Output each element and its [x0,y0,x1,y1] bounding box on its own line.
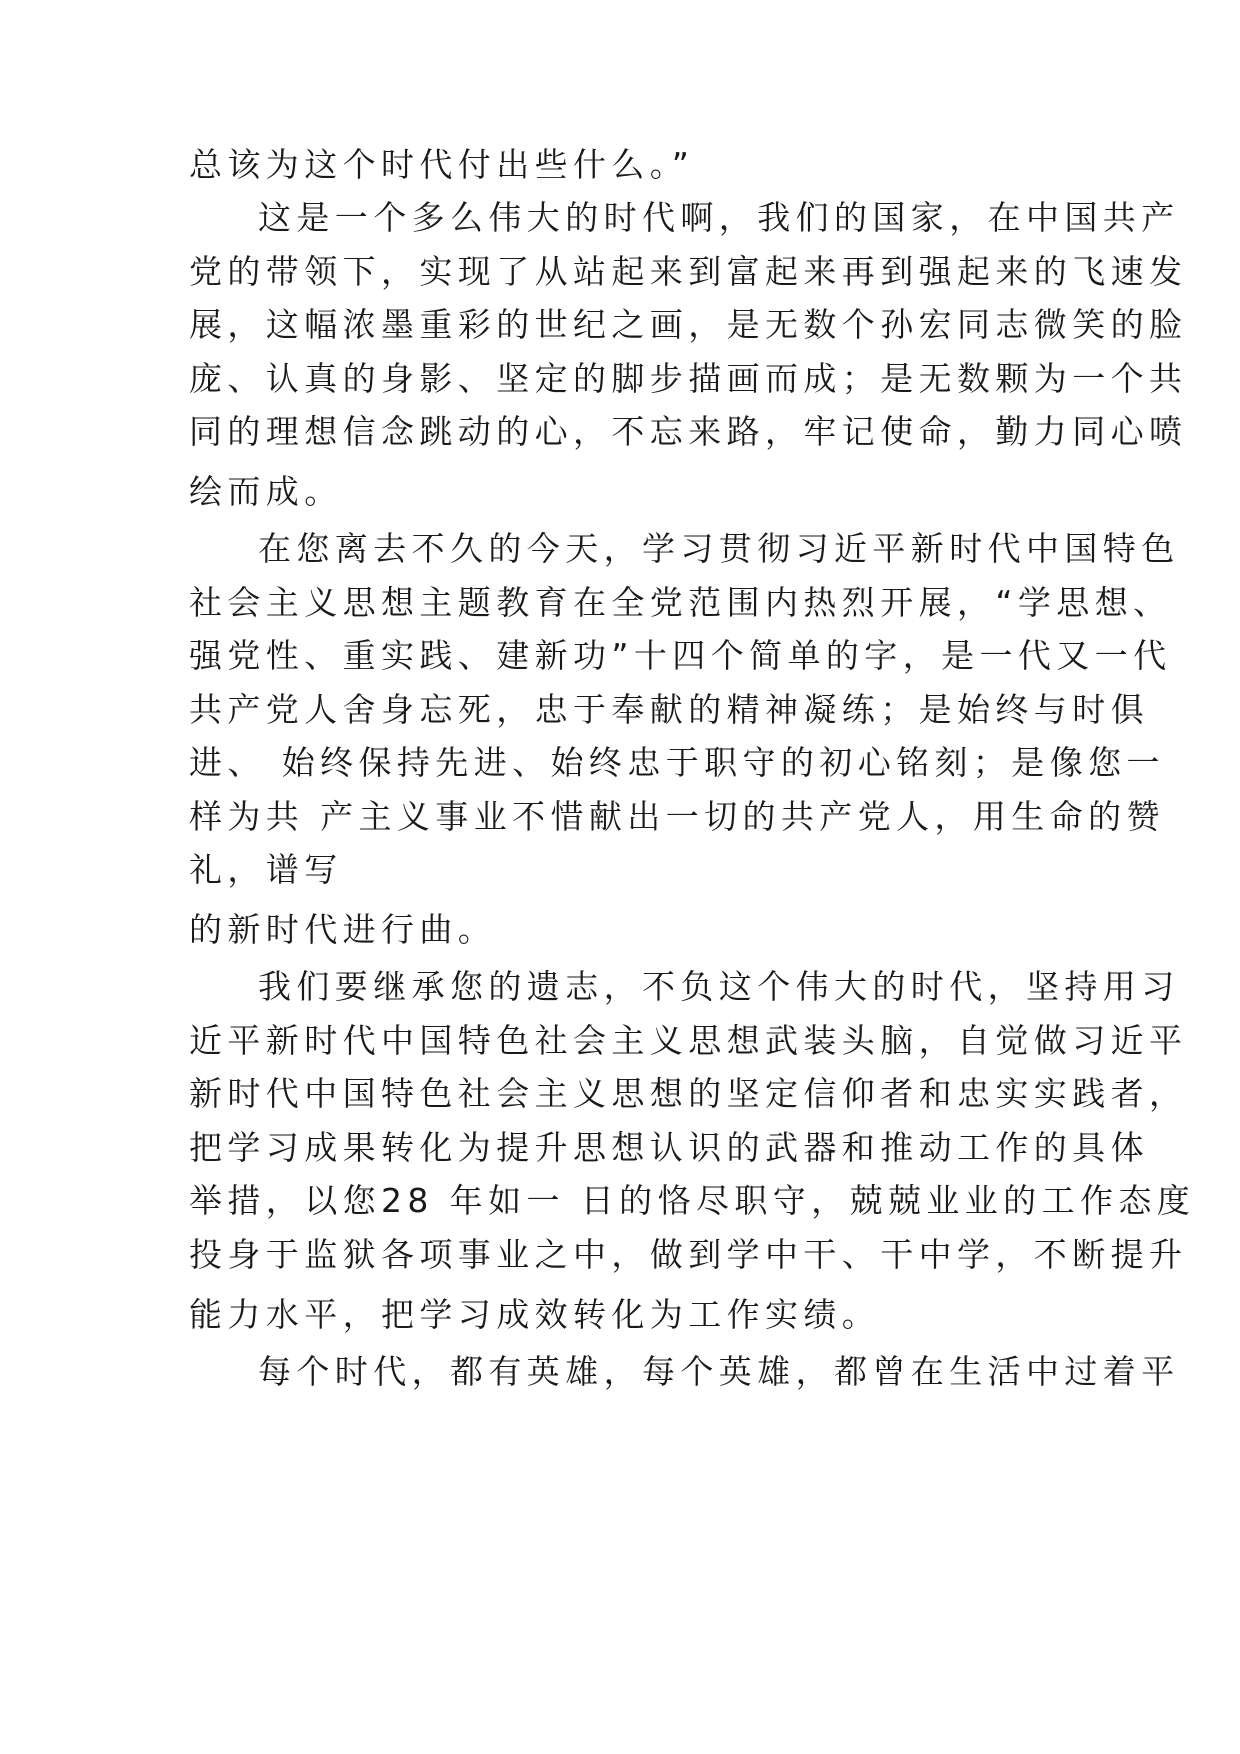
text-line: 新时代中国特色社会主义思想的坚定信仰者和忠实实践者， [189,1074,1188,1113]
text-line: 进、 始终保持先进、始终忠于职守的初心铭刻；是像您一 [189,743,1165,782]
paragraph-start-line: 在您离去不久的今天，学习贯彻习近平新时代中国特色 [258,529,1180,568]
text-line: 庞、认真的身影、坚定的脚步描画而成；是无数颗为一个共 [189,359,1188,398]
text-line: 党的带领下，实现了从站起来到富起来再到强起来的飞速发 [189,252,1188,291]
text-line: 社会主义思想主题教育在全党范围内热烈开展，“学思想、 [189,583,1172,622]
paragraph-start-line: 这是一个多么伟大的时代啊，我们的国家，在中国共产 [258,198,1180,237]
text-line: 的新时代进行曲。 [189,910,497,949]
text-line: 能力水平，把学习成效转化为工作实绩。 [189,1295,881,1334]
paragraph-start-line: 每个时代，都有英雄，每个英雄，都曾在生活中过着平 [258,1352,1180,1391]
text-line: 总该为这个时代付出些什么。” [189,145,695,184]
text-line: 投身于监狱各项事业之中，做到学中干、干中学，不断提升 [189,1235,1188,1274]
text-line: 绘而成。 [189,472,343,511]
text-line: 样为共 产主义事业不惜献出一切的共产党人，用生命的赞 [189,797,1165,836]
text-line: 展，这幅浓墨重彩的世纪之画，是无数个孙宏同志微笑的脸 [189,305,1188,344]
text-line: 把学习成果转化为提升思想认识的武器和推动工作的具体 [189,1128,1149,1167]
text-line: 共产党人舍身忘死，忠于奉献的精神凝练；是始终与时俱 [189,690,1149,729]
text-line: 举措，以您28 年如一 日的恪尽职守，兢兢业业的工作态度 [189,1181,1196,1220]
text-line: 同的理想信念跳动的心，不忘来路，牢记使命，勤力同心喷 [189,412,1188,451]
text-line: 礼，谱写 [189,850,343,889]
paragraph-start-line: 我们要继承您的遗志，不负这个伟大的时代，坚持用习 [258,967,1180,1006]
text-line: 强党性、重实践、建新功”十四个简单的字，是一代又一代 [189,636,1172,675]
text-line: 近平新时代中国特色社会主义思想武装头脑，自觉做习近平 [189,1021,1188,1060]
